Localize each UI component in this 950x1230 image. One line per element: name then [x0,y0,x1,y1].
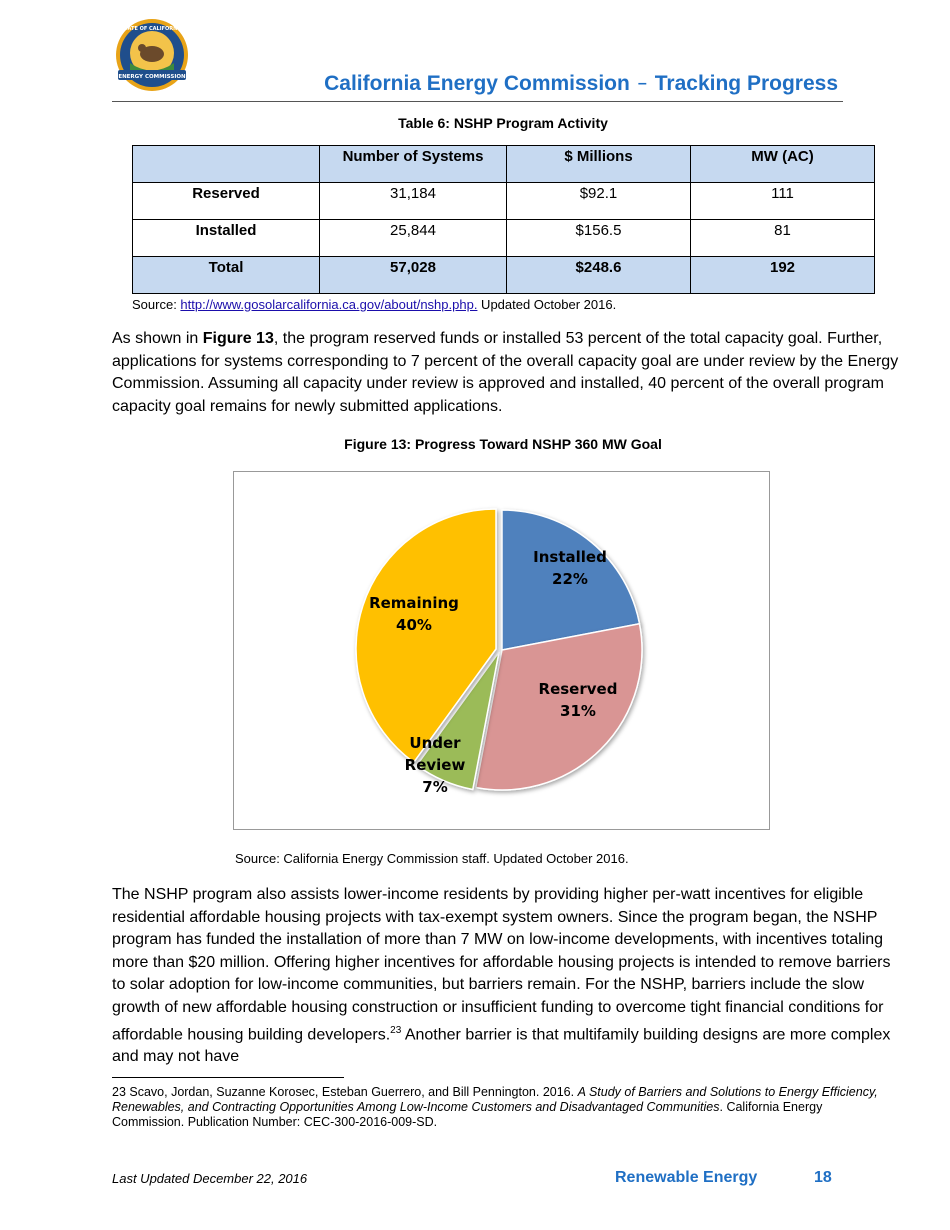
table-cell: 81 [691,220,875,257]
table-cell: 111 [691,183,875,220]
footnote-number: 23 [112,1085,126,1099]
pie-label-line: Under [409,734,461,752]
row-label: Reserved [133,183,320,220]
pie-slice-reserved [476,624,642,790]
footnote-authors: Scavo, Jordan, Suzanne Korosec, Esteban Guerrero, and Bill Pennington. 2016. [125,1085,578,1099]
source-suffix: Updated October 2016. [477,297,617,312]
pie-label-line: Reserved [538,680,618,698]
page-number: 18 [814,1169,832,1186]
table-header-cell [133,146,320,183]
pie-label-line: 40% [396,616,432,634]
table-source [132,297,616,312]
paragraph-low-income [112,884,902,1069]
header-divider [112,101,843,102]
energy-commission-logo [112,18,192,92]
figure-source: Source: California Energy Commission staff. Updated October 2016. [235,851,629,866]
pie-label-line: 31% [560,702,596,720]
footnote-rest: . California Energy Commission. Publication Number: CEC-300-2016-009-SD. [112,1100,823,1129]
table-cell: 31,184 [320,183,507,220]
nshp-activity-table [132,145,875,294]
pie-label-line: 22% [552,570,588,588]
footnote-ref[interactable]: 23 [390,1024,402,1036]
para1-rest: , the program reserved funds or installed 53 percent of the total capacity goal. Further, applications for systems corresponding to 7 percent of the overall capacity goal are under review by the Energy Commission. Assuming all capacity under review is approved and installed, 40 percent of the overall program capacity goal remains for newly submitted applications. [112,330,899,415]
source-link[interactable]: http://www.gosolarcalifornia.ca.gov/about/nshp.php. [180,297,478,312]
footnote-title: A Study of Barriers and Solutions to Energy Efficiency, Renewables, and Contracting Opportunities Among Low-Income Customers and Disadvantaged Communities [112,1085,878,1114]
row-label: Installed [133,220,320,257]
source-prefix: Source: [132,297,181,312]
table-header-cell: $ Millions [507,146,691,183]
table-row [133,183,875,220]
header-section: Tracking Progress [654,72,838,95]
para2-text: The NSHP program also assists lower-income residents by providing higher per-watt incentives for eligible residential affordable housing projects with tax-exempt system owners. Since the program began, the NSHP program has funded the installation of more than 7 MW on low-income developments, with incentives totaling more than $20 million. Offering higher incentives for affordable housing projects is intended to remove barriers to solar adoption for low-income communities, but barriers remain. For the NSHP, barriers include the slow growth of new affordable housing construction or insufficient funding to overcome tight financial conditions for affordable housing building developers. [112,886,891,1043]
pie-chart-frame [233,471,770,830]
pie-label-line: 7% [422,778,448,796]
pie-label-line: Installed [533,548,607,566]
table-cell: 57,028 [320,257,507,294]
pie-chart [234,472,769,829]
table-header-cell: Number of Systems [320,146,507,183]
table-header-row [133,146,875,183]
table-row [133,220,875,257]
page-header-title [324,72,838,96]
table-cell: $156.5 [507,220,691,257]
row-label: Total [133,257,320,294]
footer-section: Renewable Energy [615,1169,758,1186]
table-cell: 25,844 [320,220,507,257]
table-cell: $92.1 [507,183,691,220]
table-caption: Table 6: NSHP Program Activity [398,115,608,131]
pie-label-line: Remaining [369,594,459,612]
table-cell: 192 [691,257,875,294]
para2-tail: Another barrier is that multifamily building designs are more complex and may not have [112,1025,891,1066]
header-dash: – [637,75,647,92]
footnote-23 [112,1085,892,1130]
logo-text-top: STATE OF CALIFORNIA [120,26,184,32]
pie-label-under-review [405,734,466,796]
footnote-divider [112,1077,344,1078]
pie-label-line: Review [404,756,466,774]
figure-caption: Figure 13: Progress Toward NSHP 360 MW Goal [344,436,662,452]
header-org: California Energy Commission [324,72,630,95]
figure-reference: Figure 13 [202,330,274,347]
logo-text-bottom: ENERGY COMMISSION [118,74,186,80]
paragraph-figure-intro [112,328,902,418]
footer-last-updated: Last Updated December 22, 2016 [112,1171,308,1186]
para1-lead: As shown in [112,330,203,347]
table-header-cell: MW (AC) [691,146,875,183]
table-cell: $248.6 [507,257,691,294]
table-total-row [133,257,875,294]
